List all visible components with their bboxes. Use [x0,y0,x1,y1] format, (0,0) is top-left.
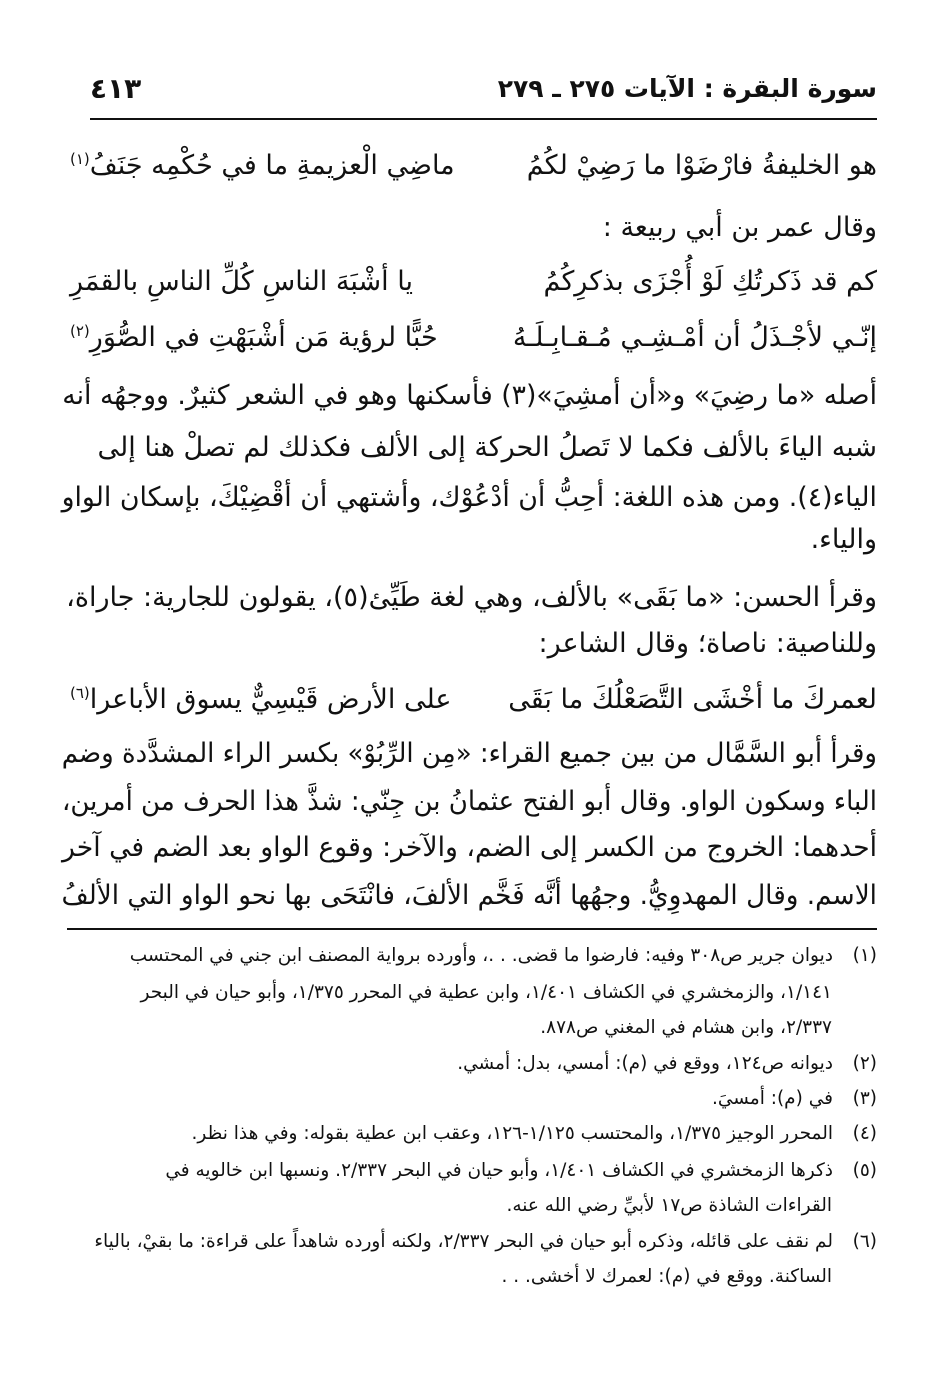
hemistich-first: كم قد ذَكرتُكِ لَوْ أُجْزَى بذكرِكُمُ [543,266,877,297]
header-rule [90,118,877,120]
footnote-text: ذكرها الزمخشري في الكشاف ١/٤٠١، وأبو حيان في البحر ٢/٣٣٧. ونسبها ابن خالويه في [165,1160,833,1181]
footnote-continuation: القراءات الشاذة ص١٧ لأبيِّ رضي الله عنه. [506,1195,832,1216]
paragraph-line: شبه الياءَ بالألف فكما لا تَصلُ الحركة إلى الألف فكذلك لم تصلْ هنا إلى [97,432,877,463]
hemistich-first: هو الخليفةُ فارْضَوْا ما رَضِيْ لكُمُ [526,150,877,181]
running-head [90,68,877,112]
running-head-title: سورة البقرة : الآيات ٢٧٥ ـ ٢٧٩ [497,74,877,103]
hemistich-text: حُبًّا لرؤية مَن أشْبَهْتِ في الصُّوَرِ [89,322,438,353]
paragraph-line: وللناصية: ناصاة؛ وقال الشاعر: [538,628,877,659]
footnote-ref: (٢) [70,322,90,340]
footnote-number: (٦) [852,1231,877,1252]
footnote-text: ديوانه ص١٢٤، ووقع في (م): أمسي، بدل: أمشي. [457,1053,833,1074]
footnote-number: (٤) [852,1123,877,1144]
footnote-continuation: ١/١٤١، والزمخشري في الكشاف ١/٤٠١، وابن عطية في المحرر ١/٣٧٥، وأبو حيان في البحر [140,982,832,1003]
hemistich-text: ماضِي الْعزيمةِ ما في حُكْمِه جَنَفُ [89,150,455,181]
footnote-6 [94,1231,877,1252]
paragraph-line: أحدهما: الخروج من الكسر إلى الضم، والآخر: وقوع الواو بعد الضم في آخر [62,832,877,863]
hemistich-second [70,150,455,181]
paragraph-line: الاسم. وقال المهدوِيُّ. وجهُها أنَّه فَخَّم الألفَ، فانْتَحَى بها نحو الواو التي الألفُ [61,880,877,911]
hemistich-second [70,322,438,353]
footnote-ref: (١) [70,150,90,168]
hemistich-text: على الأرض قَيْسِيٌّ يسوق الأباعرا [89,684,452,715]
paragraph-line: الباء وسكون الواو. وقال أبو الفتح عثمانُ بن جِنّي: شذَّ هذا الحرف من أمرين، [61,786,878,817]
paragraph-line: الياء(٤). ومن هذه اللغة: أحِبُّ أن أدْعُوْك، وأشتهي أن أقْضِيْكَ، بإسكان الواو [61,482,877,513]
paragraph-line: وقرأ الحسن: «ما بَقَى» بالألف، وهي لغة طَيِّئ(٥)، يقولون للجارية: جاراة، [66,582,877,613]
verse-line-4 [70,684,877,728]
footnote-number: (٢) [852,1053,877,1074]
hemistich-second: يا أشْبَهَ الناسِ كُلِّ الناسِ بالقمَرِ [70,266,413,297]
footnote-2 [457,1053,877,1074]
verse-line-3 [70,322,877,366]
footnote-text: ديوان جرير ص٣٠٨ وفيه: فارضوا ما قضى. . .، وأورده برواية المصنف ابن جني في المحتسب [129,945,833,966]
poet-intro: وقال عمر بن أبي ربيعة : [602,212,877,243]
hemistich-first: لعمركَ ما أخْشَى التَّصَعْلُكَ ما بَقَى [508,684,877,715]
verse-line-2 [70,266,877,310]
footnote-5 [165,1160,877,1181]
verse-line-1 [70,150,877,194]
paragraph-line: والياء. [810,524,877,555]
footnote-4 [192,1123,878,1144]
footnote-text: لم نقف على قائله، وذكره أبو حيان في البحر ٢/٣٣٧، ولكنه أورده شاهداً على قراءة: ما بقيْ، بالياء [94,1231,833,1252]
footnote-1 [130,945,877,966]
footnote-rule [67,928,877,930]
footnote-number: (٣) [852,1088,877,1109]
footnote-text: المحرر الوجيز ١/٣٧٥، والمحتسب ١/١٢٥-١٢٦، وعقب ابن عطية بقوله: وفي هذا نظر. [191,1123,833,1144]
footnote-continuation: الساكنة. ووقع في (م): لعمرك لا أخشى. . . [501,1266,832,1287]
footnote-ref: (٦) [70,684,90,702]
hemistich-first: إنّـي لأجْـذَلُ أن أمْـشِـي مُـقـابِـلَـهُ [512,322,877,353]
page-number: ٤١٣ [90,72,142,105]
footnote-number: (٥) [852,1160,877,1181]
hemistich-second [70,684,452,715]
footnote-3 [712,1088,877,1109]
footnote-continuation: ٢/٣٣٧، وابن هشام في المغني ص٨٧٨. [540,1017,832,1038]
paragraph-line: وقرأ أبو السَّمَّال من بين جميع القراء: «مِن الرِّبُوْ» بكسر الراء المشدَّدة وضم [61,738,878,769]
paragraph-line: أصله «ما رضِيَ» و«أن أمشِيَ»(٣) فأسكنها وهو في الشعر كثيرٌ. ووجهُه أنه [62,380,877,411]
footnote-text: في (م): أمسيَ. [712,1088,833,1109]
footnote-number: (١) [852,945,877,966]
